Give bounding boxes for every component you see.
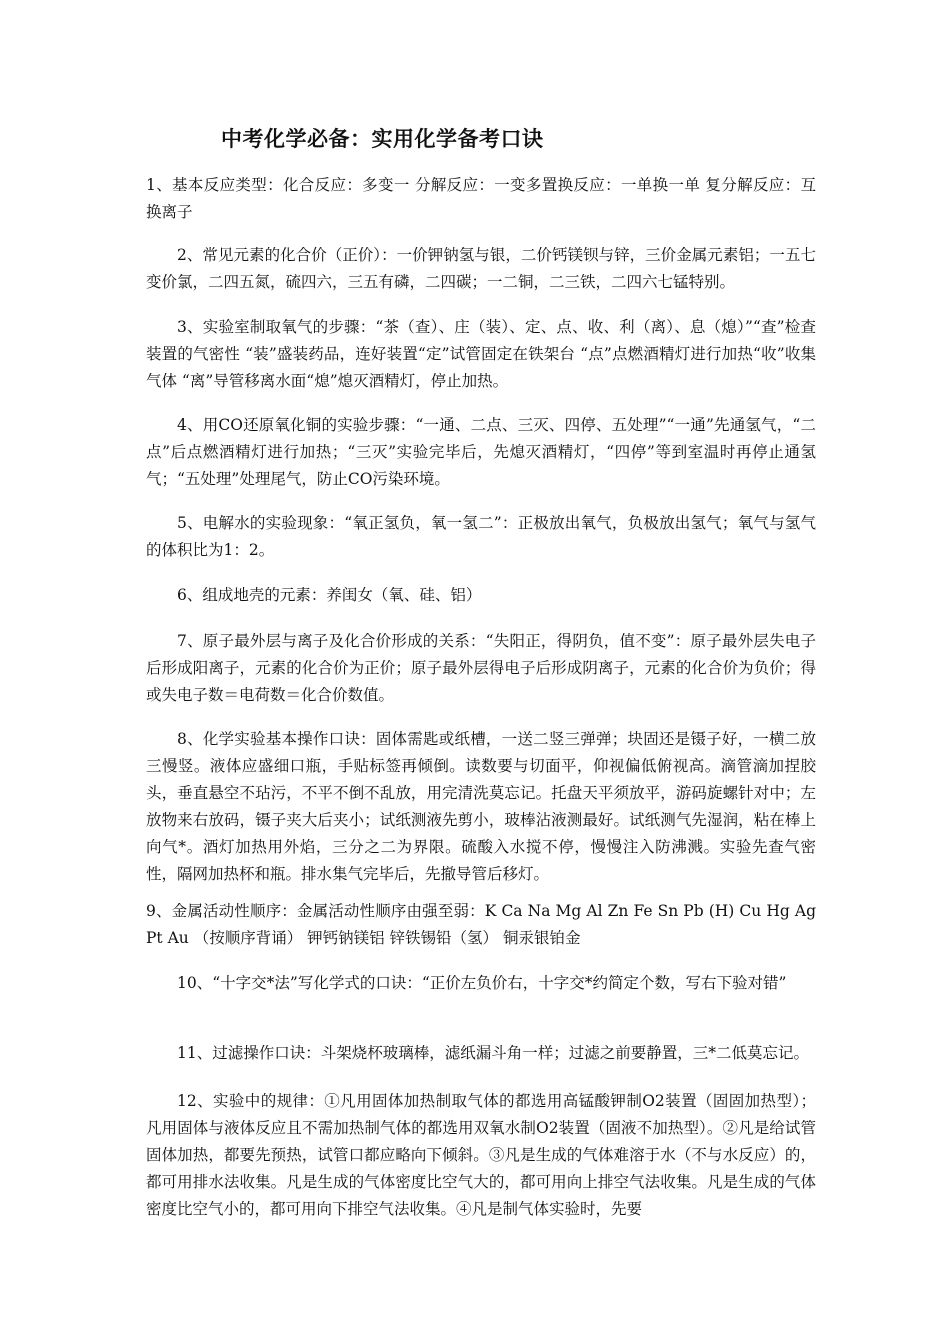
paragraph-9: 9、金属活动性顺序：金属活动性顺序由强至弱：K Ca Na Mg Al Zn Fe Sn Pb (H) Cu Hg Ag Pt Au （按顺序背诵） 钾钙钠镁铝 锌铁锡铅（氢） 铜汞银铂金	[146, 902, 816, 947]
paragraph-5: 5、电解水的实验现象：“氧正氢负，氧一氢二”：正极放出氧气，负极放出氢气；氧气与氢气的体积比为1：2。	[146, 514, 816, 559]
paragraph-8: 8、化学实验基本操作口诀：固体需匙或纸槽，一送二竖三弹弹；块固还是镊子好，一横二放三慢竖。液体应盛细口瓶，手贴标签再倾倒。读数要与切面平，仰视偏低俯视高。滴管滴加捏胶头，垂直悬空不玷污，不平不倒不乱放，用完清洗莫忘记。托盘天平须放平，游码旋螺针对中；左放物来右放码，镊子夹大后夹小；试纸测液先剪小，玻棒沾液测最好。试纸测气先湿润，粘在棒上向气*。酒灯加热用外焰，三分之二为界限。硫酸入水搅不停，慢慢注入防沸溅。实验先查气密性，隔网加热杯和瓶。排水集气完毕后，先撤导管后移灯。	[146, 730, 816, 883]
document-title: 中考化学必备：实用化学备考口诀	[221, 126, 544, 151]
paragraph-11: 11、过滤操作口诀：斗架烧杯玻璃棒，滤纸漏斗角一样；过滤之前要静置，三*二低莫忘记。	[177, 1044, 809, 1062]
paragraph-3: 3、实验室制取氧气的步骤：“茶（查）、庄（装）、定、点、收、利（离）、息（熄）”“查”检查装置的气密性 “装”盛装药品，连好装置“定”试管固定在铁架台 “点”点燃酒精灯进行加热“收”收集气体 “离”导管移离水面“熄”熄灭酒精灯，停止加热。	[146, 318, 816, 390]
paragraph-7: 7、原子最外层与离子及化合价形成的关系：“失阳正，得阴负，值不变”：原子最外层失电子后形成阳离子，元素的化合价为正价；原子最外层得电子后形成阴离子，元素的化合价为负价；得或失电子数＝电荷数＝化合价数值。	[146, 632, 816, 704]
paragraph-12: 12、实验中的规律：①凡用固体加热制取气体的都选用高锰酸钾制O2装置（固固加热型）；凡用固体与液体反应且不需加热制气体的都选用双氧水制O2装置（固液不加热型）。②凡是给试管固体加热，都要先预热，试管口都应略向下倾斜。③凡是生成的气体难溶于水（不与水反应）的，都可用排水法收集。凡是生成的气体密度比空气大的，都可用向上排空气法收集。凡是生成的气体密度比空气小的，都可用向下排空气法收集。④凡是制气体实验时，先要	[146, 1092, 816, 1218]
paragraph-1: 1、基本反应类型：化合反应：多变一 分解反应：一变多置换反应：一单换一单 复分解反应：互换离子	[146, 176, 816, 221]
paragraph-4: 4、用CO还原氧化铜的实验步骤：“一通、二点、三灭、四停、五处理”“一通”先通氢气，“二点”后点燃酒精灯进行加热；“三灭”实验完毕后，先熄灭酒精灯，“四停”等到室温时再停止通氢气；“五处理”处理尾气，防止CO污染环境。	[146, 416, 816, 488]
paragraph-10: 10、“十字交*法”写化学式的口诀：“正价左负价右，十字交*约简定个数，写右下验对错”	[177, 974, 787, 992]
paragraph-2: 2、常见元素的化合价（正价）：一价钾钠氢与银，二价钙镁钡与锌，三价金属元素铝；一五七变价氯，二四五氮，硫四六，三五有磷，二四碳；一二铜，二三铁，二四六七锰特别。	[146, 246, 816, 291]
paragraph-6: 6、组成地壳的元素：养闺女（氧、硅、铝）	[177, 586, 482, 604]
